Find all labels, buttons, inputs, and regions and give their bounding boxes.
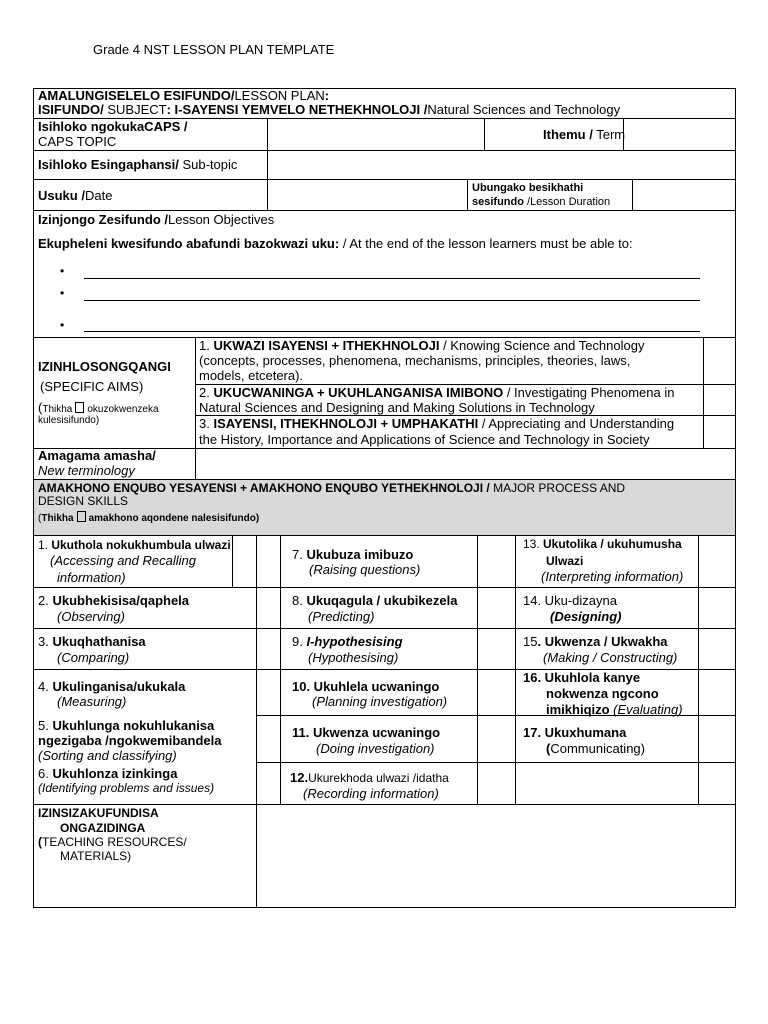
skill-16-3: imikhiqizo (Evaluating) (546, 702, 683, 717)
skill-5-2: ngezigaba /ngokwemibandela (38, 733, 222, 748)
skill-13-2: Ulwazi (546, 554, 584, 568)
resources-label-2: ONGAZIDINGA (60, 821, 146, 835)
resources-label-en-2: MATERIALS) (60, 849, 132, 863)
skill-6-en: (Identifying problems and issues) (38, 781, 215, 795)
specific-aims-label: IZINHLOSONGQANGI (38, 359, 171, 374)
objective-bullet: • (60, 318, 65, 332)
lesson-plan-heading: AMALUNGISELELO ESIFUNDO/LESSON PLAN: (38, 88, 330, 103)
aim-2-line-2: Natural Sciences and Designing and Making Solutions in Technology (199, 400, 595, 415)
date-label: Usuku /Date (38, 188, 113, 203)
resources-label-en: (TEACHING RESOURCES/ (38, 835, 187, 849)
skill-16-2: nokwenza ngcono (546, 686, 659, 701)
resources-label: IZINSIZAKUFUNDISA (38, 806, 159, 820)
subject-heading: ISIFUNDO/ SUBJECT: I-SAYENSI YEMVELO NETHEKHNOLOJI /Natural Sciences and Technology (38, 102, 621, 117)
skill-13: 13. Ukutolika / ukuhumusha (523, 537, 682, 551)
aim-2: 2. UKUCWANINGA + UKUHLANGANISA IMIBONO / Investigating Phenomena in (199, 385, 675, 400)
skill-2: 2. Ukubhekisisa/qaphela (38, 593, 190, 608)
skill-1: 1. Ukuthola nokukhumbula ulwazi (38, 538, 231, 552)
skill-11-en: (Doing investigation) (316, 741, 435, 756)
objective-blank-line (84, 300, 700, 301)
aim-1: 1. UKWAZI ISAYENSI + ITHEKHNOLOJI / Knowing Science and Technology (199, 338, 645, 353)
skill-17-en: (Communicating) (546, 741, 645, 756)
checkbox-glyph-icon (77, 511, 86, 522)
skill-14: 14. Uku-dizayna (523, 593, 617, 608)
skill-15: 15. Ukwenza / Ukwakha (523, 634, 668, 649)
objective-bullet: • (60, 286, 65, 300)
specific-aims-label-en: (SPECIFIC AIMS) (40, 379, 144, 394)
terminology-label-en: New terminology (38, 463, 135, 478)
skill-4: 4. Ukulinganisa/ukukala (38, 679, 186, 694)
skill-7: 7. Ukubuza imibuzo (292, 547, 414, 562)
specific-aims-note-2: kulesisifundo) (38, 415, 100, 426)
skill-14-en: (Designing) (550, 609, 622, 624)
skill-15-en: (Making / Constructing) (543, 650, 678, 665)
caps-topic-label: Isihloko ngokukaCAPS / (38, 119, 188, 134)
skill-8: 8. Ukuqagula / ukubikezela (292, 593, 458, 608)
skill-3: 3. Ukuqhathanisa (38, 634, 146, 649)
lesson-duration-label: Ubungako besikhathi (472, 182, 584, 194)
checkbox-glyph-icon (75, 402, 84, 413)
skill-17: 17. Ukuxhumana (523, 725, 627, 740)
document-title: Grade 4 NST LESSON PLAN TEMPLATE (93, 42, 335, 57)
aim-3-line-2: the History, Importance and Applications of Science and Technology in Society (199, 432, 650, 447)
skill-3-en: (Comparing) (57, 650, 130, 665)
objective-blank-line (84, 278, 700, 279)
skills-header-2: DESIGN SKILLS (38, 494, 129, 508)
skill-1-en-2: information) (57, 570, 126, 585)
aim-1-line-3: models, etcetera). (199, 368, 304, 383)
skill-6: 6. Ukuhlonza izinkinga (38, 766, 178, 781)
aim-1-line-2: (concepts, processes, phenomena, mechanisms, principles, theories, laws, (199, 353, 631, 368)
aim-3: 3. ISAYENSI, ITHEKHNOLOJI + UMPHAKATHI / Appreciating and Understanding (199, 416, 675, 431)
subtopic-label: Isihloko Esingaphansi/ Sub-topic (38, 157, 238, 172)
term-label: Ithemu / Term (543, 127, 626, 142)
lesson-duration-label-2: sesifundo /Lesson Duration (472, 196, 611, 208)
skill-11: 11. Ukwenza ucwaningo (292, 725, 441, 740)
objectives-lead: Ekupheleni kwesifundo abafundi bazokwazi uku: / At the end of the lesson learners must be able to: (38, 236, 633, 251)
skill-1-en: (Accessing and Recalling (50, 553, 196, 568)
skill-16: 16. Ukuhlola kanye (523, 670, 641, 685)
skills-header: AMAKHONO ENQUBO YESAYENSI + AMAKHONO ENQUBO YETHEKHNOLOJI / MAJOR PROCESS AND (38, 481, 626, 495)
skill-5-en: (Sorting and classifying) (38, 748, 177, 763)
skill-9-en: (Hypothesising) (308, 650, 399, 665)
objectives-title: Izinjongo Zesifundo /Lesson Objectives (38, 212, 275, 227)
skill-12: 12.Ukurekhoda ulwazi /idatha (290, 770, 449, 785)
skill-2-en: (Observing) (57, 609, 125, 624)
skill-10: 10. Ukuhlela ucwaningo (292, 679, 440, 694)
skill-10-en: (Planning investigation) (312, 694, 448, 709)
skill-4-en: (Measuring) (57, 694, 127, 709)
skill-7-en: (Raising questions) (309, 562, 421, 577)
skill-12-en: (Recording information) (303, 786, 439, 801)
skill-5: 5. Ukuhlunga nokuhlukanisa (38, 718, 215, 733)
skills-header-note: (Thikha amakhono aqondene nalesisifundo) (38, 513, 260, 524)
skill-9: 9. I-hypothesising (292, 634, 403, 649)
skill-13-en: (Interpreting information) (541, 569, 684, 584)
specific-aims-note: (Thikha okuzokwenzeka (38, 400, 159, 415)
terminology-label: Amagama amasha/ (38, 448, 156, 463)
skill-8-en: (Predicting) (308, 609, 375, 624)
caps-topic-label-en: CAPS TOPIC (38, 134, 117, 149)
objective-bullet: • (60, 264, 65, 278)
objective-blank-line (84, 331, 700, 332)
